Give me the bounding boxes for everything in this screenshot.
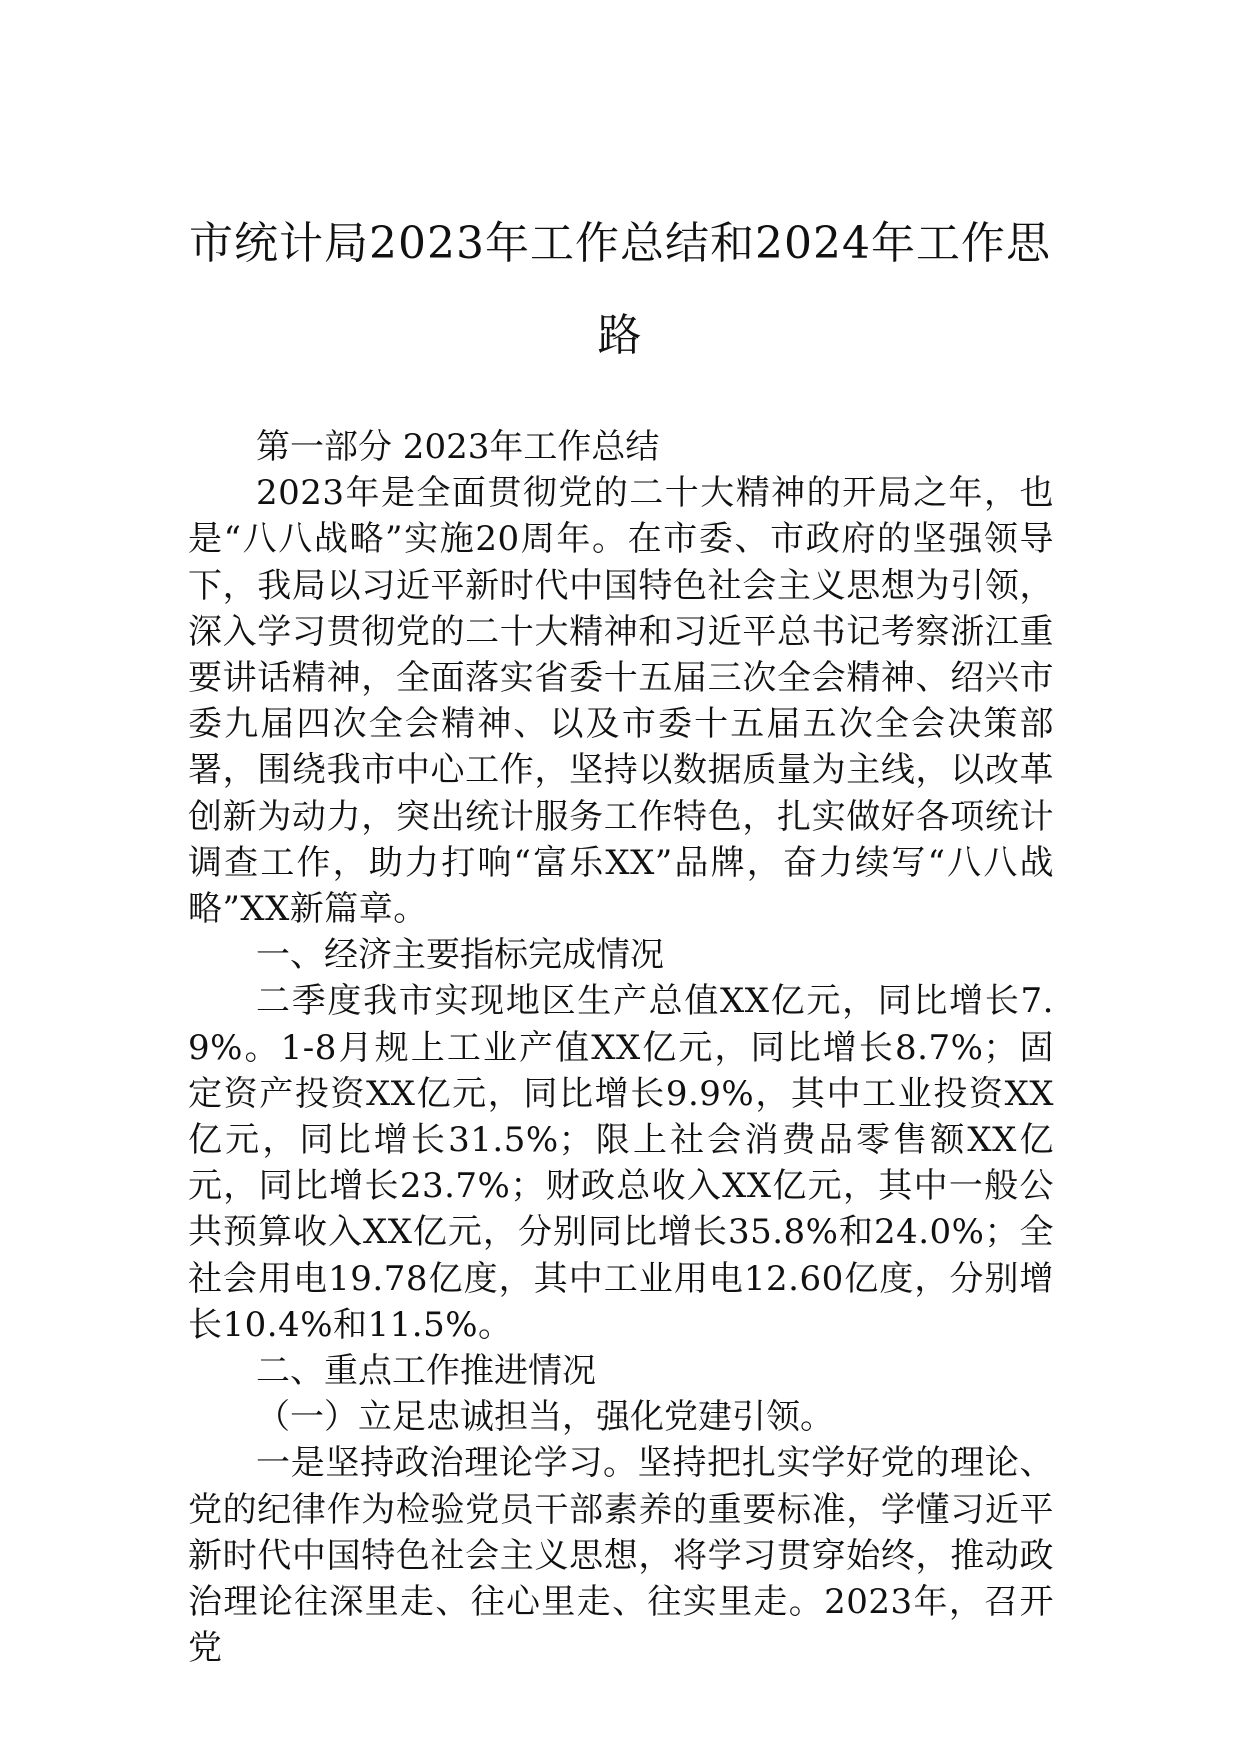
political-theory-paragraph: 一是坚持政治理论学习。坚持把扎实学好党的理论、党的纪律作为检验党员干部素养的重要标准，学懂习近平新时代中国特色社会主义思想，将学习贯穿始终，推动政治理论往深里走、往心里走、往实里走。2023年，召开党 <box>188 1443 1054 1669</box>
part-heading: 第一部分 2023年工作总结 <box>256 427 660 467</box>
section-heading-key-work: 二、重点工作推进情况 <box>256 1351 596 1392</box>
intro-paragraph: 2023年是全面贯彻党的二十大精神的开局之年，也是“八八战略”实施20周年。在市委、市政府的坚强领导下，我局以习近平新时代中国特色社会主义思想为引领，深入学习贯彻党的二十大精神和习近平总书记考察浙江重要讲话精神，全面落实省委十五届三次全会精神、绍兴市委九届四次全会精神、以及市委十五届五次全会决策部署，围绕我市中心工作，坚持以数据质量为主线，以改革创新为动力，突出统计服务工作特色，扎实做好各项统计调查工作，助力打响“富乐XX”品牌，奋力续写“八八战略”XX新篇章。 <box>188 473 1054 930</box>
subsection-heading-party-building: （一）立足忠诚担当，强化党建引领。 <box>256 1397 834 1438</box>
economic-indicators-paragraph: 二季度我市实现地区生产总值XX亿元，同比增长7.9%。1-8月规上工业产值XX亿元，同比增长8.7%；固定资产投资XX亿元，同比增长9.9%，其中工业投资XX亿元，同比增长31.5%；限上社会消费品零售额XX亿元，同比增长23.7%；财政总收入XX亿元，其中一般公共预算收入XX亿元，分别同比增长35.8%和24.0%；全社会用电19.78亿度，其中工业用电12.60亿度，分别增长10.4%和11.5%。 <box>188 981 1054 1345</box>
section-heading-economic-indicators: 一、经济主要指标完成情况 <box>256 935 664 976</box>
document-title: 市统计局2023年工作总结和2024年工作思路 <box>189 218 1051 361</box>
document-body <box>188 424 1054 1671</box>
